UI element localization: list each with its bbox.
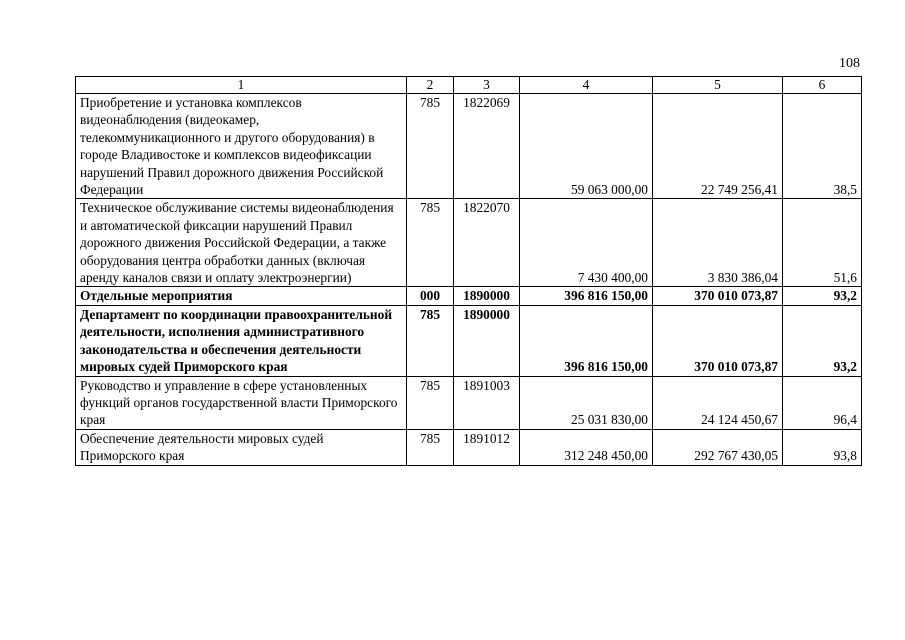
header-cell-5: 5 <box>653 77 783 94</box>
row-col4: 312 248 450,00 <box>520 429 653 465</box>
row-name: Обеспечение деятельности мировых судей Приморского края <box>76 429 407 465</box>
header-cell-2: 2 <box>407 77 454 94</box>
row-col3: 1822069 <box>454 94 520 199</box>
header-cell-4: 4 <box>520 77 653 94</box>
table-row <box>76 199 862 287</box>
row-col3: 1891003 <box>454 376 520 429</box>
row-name: Департамент по координации правоохранительной деятельности, исполнения административного законодательства и обеспечения деятельности мировых судей Приморского края <box>76 305 407 376</box>
row-col6: 93,2 <box>783 287 862 305</box>
table-row <box>76 287 862 305</box>
row-col4: 25 031 830,00 <box>520 376 653 429</box>
row-col6: 96,4 <box>783 376 862 429</box>
row-col2: 785 <box>407 199 454 287</box>
row-name: Приобретение и установка комплексов видеонаблюдения (видеокамер, телекоммуникационного и другого оборудования) в городе Владивостоке и комплексов видеофиксации нарушений Правил дорожного движения Российской Федерации <box>76 94 407 199</box>
row-col5: 370 010 073,87 <box>653 287 783 305</box>
row-col6: 38,5 <box>783 94 862 199</box>
row-col4: 396 816 150,00 <box>520 287 653 305</box>
row-col5: 24 124 450,67 <box>653 376 783 429</box>
row-col4: 396 816 150,00 <box>520 305 653 376</box>
header-cell-3: 3 <box>454 77 520 94</box>
row-col5: 3 830 386,04 <box>653 199 783 287</box>
table-row <box>76 429 862 465</box>
row-col2: 785 <box>407 376 454 429</box>
row-col5: 22 749 256,41 <box>653 94 783 199</box>
row-name: Руководство и управление в сфере установленных функций органов государственной власти Приморского края <box>76 376 407 429</box>
row-col2: 785 <box>407 94 454 199</box>
table-row <box>76 94 862 199</box>
page-number: 108 <box>839 56 860 71</box>
row-col6: 51,6 <box>783 199 862 287</box>
header-cell-6: 6 <box>783 77 862 94</box>
table-row <box>76 376 862 429</box>
row-col3: 1890000 <box>454 305 520 376</box>
row-col6: 93,8 <box>783 429 862 465</box>
row-col3: 1822070 <box>454 199 520 287</box>
row-col2: 785 <box>407 429 454 465</box>
row-col5: 370 010 073,87 <box>653 305 783 376</box>
row-col3: 1890000 <box>454 287 520 305</box>
row-col2: 785 <box>407 305 454 376</box>
row-name: Отдельные мероприятия <box>76 287 407 305</box>
row-col6: 93,2 <box>783 305 862 376</box>
budget-table <box>75 76 862 466</box>
row-col3: 1891012 <box>454 429 520 465</box>
header-cell-1: 1 <box>76 77 407 94</box>
table-row <box>76 305 862 376</box>
row-col4: 59 063 000,00 <box>520 94 653 199</box>
row-name: Техническое обслуживание системы видеонаблюдения и автоматической фиксации нарушений Правил дорожного движения Российской Федерации, а также оборудования центра обработки данных (включая аренду каналов связи и оплату электроэнергии) <box>76 199 407 287</box>
row-col4: 7 430 400,00 <box>520 199 653 287</box>
row-col2: 000 <box>407 287 454 305</box>
row-col5: 292 767 430,05 <box>653 429 783 465</box>
table-header-row <box>76 77 862 94</box>
